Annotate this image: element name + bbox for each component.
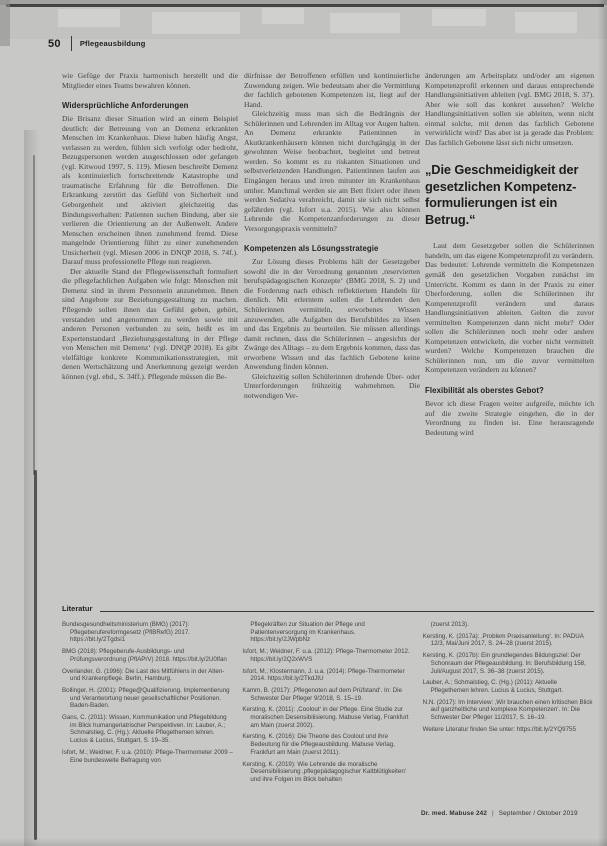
footer-separator: | — [492, 810, 494, 817]
text-column-2 — [244, 71, 420, 605]
scan-artifact — [152, 12, 240, 34]
reference-entry: Kersting, K. (2011): ‚Coolout‘ in der Pflege. Eine Studie zur moralischen Desensibilisierung. Mabuse Verlag, Frankfurt am Main (zuerst 2002). — [242, 706, 409, 729]
scan-bottom-edge-shadow — [0, 838, 607, 846]
reference-entry: Isfort, M.; Weidner, F. u.a. (2010): Pflege-Thermometer 2009 – Eine bundesweite Befragung von — [62, 748, 233, 764]
reference-entry-continuation: Pflegekräften zur Situation der Pflege und Patientenversorgung im Krankenhaus. https://bit.ly/2JWpbNz — [250, 621, 365, 644]
reference-entry: Kersting, K. (2019): Wie Lehrende die moralische Desensibilisierung ‚pflegepädagogischer Kaltblütigkeiten‘ und ihre Folgen im Blick behalten — [242, 760, 407, 783]
literature-rule — [100, 611, 594, 612]
scan-artifact — [262, 8, 304, 24]
issue-date-label: September / Oktober 2019 — [498, 810, 578, 817]
scan-gutter-shadow — [24, 130, 40, 846]
paragraph-continuation: dürfnisse der Betroffenen erfüllen und kontinuierliche Zuwendung zeigen. Wie bedeutsam aber die Vermittlung der fachlich gebotenen Kompetenzen ist, liegt auf der Hand. — [244, 71, 420, 109]
paragraph: Zur Lösung dieses Problems hält der Gesetzgeber sowohl die in der Verordnung genannten ‚reservierten berufspädagogischen Konzepte‘ (BMG 2018, S. 2) und die Forderung nach ethisch reflektiertem Handeln für dienlich. Mit erlerntem sollen die Lehrenden den Schülerinnen vermitteln, erworbenes Wissen anzuwenden, alle Aufgaben des Berufsbildes zu lösen und das Ergebnis zu beurteilen. Sie müssen allerdings damit rechnen, dass die Schülerinnen – angesichts der Zwänge des Alltags – zu dem Ergebnis kommen, dass das erworbene Wissen und das fachlich Gebotene keine Anwendung finden können. — [244, 257, 420, 372]
paragraph: Die Brisanz dieser Situation wird an einem Beispiel deutlich: der Betreuung von an Demenz erkrankten Menschen im Krankenhaus. Diese haben häufig Angst, verlassen zu werden, fühlen sich verfolgt oder bedroht, Bezugspersonen werden ausgeschlossen oder gefangen (vgl. Kitwood 1997, S. 119). Miesen beschreibt Demenz als kontinuierlich fortschreitende Katastrophe und traumatische Erfahrung für die Betroffenen. Die Erkrankung zerstört das Gefühl von Sicherheit und Geborgenheit und aktiviert gleichzeitig das Bindungsverhalten: Patienten suchen Bindung, aber sie verlieren die Orientierung an der Außenwelt. Andere Menschen erscheinen ihnen zunehmend fremd. Diese mangelnde Orientierung führt zu einer zunehmenden Unsicherheit (vgl. Miesen 2006 in DNQP 2018, S. 74f.). Darauf muss professionelle Pflege nun reagieren. — [62, 114, 238, 267]
reference-entry: Lauber, A.; Schmalstieg, C. (Hg.) (2011): Aktuelle Pflegethemen lehren. Lucius & Lucius, Stuttgart. — [422, 679, 564, 694]
scan-artifact — [432, 9, 486, 26]
reference-entry: Gans, C. (2011): Wissen, Kommunikation und Pflegebildung im Blick humangeriatrischer Perspektiven. In: Lauber, A.; Schmalstieg, C. (Hg.): Aktuelle Pflegethemen lehren. Lucius & Lucius, Stuttgart, S. 19–35. — [62, 714, 227, 745]
reference-entry: Bundesgesundheitsministerium (BMG) (2017): Pflegeberufereformgesetz (PflBRefG) 2017. https://bit.ly/2Tgdsi1 — [62, 621, 191, 644]
text-column-1 — [62, 71, 238, 605]
reference-entry-continuation: (zuerst 2013). — [430, 621, 469, 628]
subheading-flexibilitaet-als-oberstes-gebot: Flexibilität als oberstes Gebot? — [425, 386, 544, 396]
reference-entry: Isfort, M.; Klostermann, J. u.a. (2014): Pflege-Thermometer 2014. https://bit.ly/2TkdJtU — [242, 667, 405, 683]
section-title: Pflegeausbildung — [79, 39, 146, 48]
reference-entry: Kersting, K. (2017b): Ein grundlegendes Bildungsziel: Der Schonraum der Pflegeausbildung. In: Berufsbildung 158, Juli/August 2017, S. 36–38 (zuerst 2015). — [422, 652, 586, 675]
reference-entry: Kersting, K. (2017a): ‚Problem Praxisanleitung‘. In: PADUA 12/3, Mai/Juni 2017, S. 24–28 (zuerst 2015). — [422, 632, 584, 648]
header-divider — [71, 36, 72, 51]
subheading-kompetenzen-als-loesungsstrategie: Kompetenzen als Lösungsstrategie — [244, 244, 379, 254]
reference-entry: Overlander, G. (1996): Die Last des Mitfühlens in der Alten- und Krankenpflege. Berlin, Hamburg. — [62, 667, 225, 683]
scan-artifact — [58, 9, 120, 27]
reference-entry: BMG (2018): Pflegeberufe-Ausbildungs- und Prüfungsverordnung (PflAPrV) 2018. https://bit.ly/2U0lfan — [62, 648, 227, 663]
paragraph: Der aktuelle Stand der Pflegewissenschaft formuliert die pflegefachlichen Aufgaben wie folgt: Menschen mit Demenz sind in ihrem Personsein anzunehmen. Ihnen sind Angebote zur Beziehungsgestaltung zu machen. Pflegende sollen ihnen das Gefühl geben, gehört, verstanden und angenommen zu werden sowie mit anderen Personen verbunden zu sein, heißt es im Expertenstandard ‚Beziehungsgestaltung in der Pflege von Menschen mit Demenz‘ (vgl. DNQP 2018). Es gibt vielfältige konkrete Kommunikationsstrategien, mit denen Wertschätzung und Anerkennung gezeigt werden können (vgl. ebd., S. 34ff.). Pflegende müssen die Be- — [62, 266, 238, 381]
reference-entry: Isfort, M.; Weidner, F. u.a. (2012): Pflege-Thermometer 2012. https://bit.ly/2Q2xWVS — [242, 648, 410, 663]
scan-crease-line — [34, 470, 37, 840]
literature-section — [62, 604, 594, 788]
scan-artifact — [330, 13, 400, 33]
reference-entry: Kersting, K. (2016): Die Theorie des Coolout und ihre Bedeutung für die Pflegeausbildung. Mabuse Verlag, Frankfurt am Main (zuerst 2011). — [242, 733, 395, 756]
running-head — [48, 36, 146, 51]
subheading-widerspruechliche-anforderungen: Widersprüchliche Anforderungen — [62, 101, 189, 111]
reference-entry: Weitere Literatur finden Sie unter: https://bit.ly/2YQ9755 — [422, 725, 576, 733]
scan-right-edge-shadow — [598, 0, 607, 846]
scan-artifact — [515, 12, 577, 33]
page-number: 50 — [48, 37, 61, 50]
paragraph: Bevor ich diese Fragen weiter aufgreife, möchte ich auf die zweite Strategie eingehen, die in der Verordnung zu finden ist. Eine herausragende Bedeutung wird — [425, 399, 594, 437]
scan-crease-line — [33, 155, 35, 475]
reference-entry: Kamm, B. (2017): ‚Pflegenoten auf dem Prüfstand‘. In: Die Schwester Der Pfleger 9/2018, S. 15–19. — [242, 686, 402, 702]
literature-columns — [62, 621, 594, 788]
literature-heading: Literatur — [62, 604, 93, 613]
literature-header-row — [62, 604, 594, 613]
paragraph: Laut dem Gesetzgeber sollen die Schülerinnen handeln, um das eigene Kompetenzprofil zu verändern. Das bedeutet: Lehrende vermitteln die Kompetenzen gemäß den gesetzlichen Vorgaben zunächst im Unterricht. Kommt es dann in der Praxis zu einer Überforderung, sollen die Schülerinnen ihr Kompetenzprofil verändern und daraus Handlungsinitiativen ableiten. Gelten die zuvor vermittelten Kompetenzen dann nicht mehr? Oder sollen die Schülerinnen noch mehr oder andere Kompetenzen entwickeln, die vorher nicht vermittelt wurden? Welche Kompetenzen brauchen die Schülerinnen nun, um die zuvor vermittelten Kompetenzen verändern zu können? — [425, 241, 594, 375]
pull-quote: „Die Geschmeidigkeit der gesetzlichen Kompetenz-formulierungen ist ein Betrug.“ — [425, 162, 579, 227]
paragraph-continuation: änderungen am Arbeitsplatz und/oder am eigenen Kompetenzprofil erkennen und daraus entsprechende Handlungsinitiativen ableiten (vgl. BMG 2018, S. 37). Aber wie soll das konkret aussehen? Welche Handlungsinitiativen sollen sie ableiten, wenn nicht einmal solche, mit denen das fachlich Gebotene verwirklicht wird? Das aber ist ja gerade das Problem: Das fachlich Gebotene lässt sich nicht umsetzen. — [425, 71, 594, 147]
scan-corner-shadow — [0, 0, 10, 46]
paragraph-continuation: wie Gefüge der Praxis harmonisch herstellt und die Mitglieder eines Teams bewahren können. — [62, 71, 238, 90]
paragraph: Gleichzeitig muss man sich die Bedrängnis der Schülerinnen und Lehrenden im Alltag vor Augen halten. An Demenz erkrankte Patientinnen in Akutkrankenhäusern können nicht durchgängig in der gewohnten Weise beobachtet, begleitet und betreut werden. So kommt es zu riskanten Situationen und selbstverletzenden Handlungen. Patientinnen laufen aus Eingängen heraus und irren mitunter im Krankenhaus umher. Manchmal werden sie am Bett fixiert oder ihnen werden Sedativa verabreicht, damit sie sich nicht selbst gefährden (vgl. Isfort u.a. 2015). Wie also können Lehrende die Kompetenzanforderungen zu dieser Versorgungspraxis vermitteln? — [244, 109, 420, 233]
reference-entry: Bollinger, H. (2001): Pflege@Qualifizierung. Implementierung und Verantwortung neuer gesellschaftlicher Positionen. Baden-Baden. — [62, 686, 230, 710]
literature-column-1 — [62, 621, 233, 788]
page-footer — [421, 810, 578, 817]
paragraph: Gleichzeitig sollen Schülerinnen drohende Über- oder Unterforderungen frühzeitig wahrnehmen. Die notwendigen Ver- — [244, 371, 420, 400]
journal-issue-label: Dr. med. Mabuse 242 — [421, 810, 488, 817]
literature-column-2 — [242, 621, 413, 788]
literature-column-3 — [423, 621, 594, 788]
text-column-3 — [425, 71, 594, 605]
reference-entry: N.N. (2017): Im Interview: ‚Wir brauchen einen kritischen Blick auf ganzheitliche und komplexe Kompetenzen‘. In: Die Schwester Der Pfleger 11/2017, S. 16–19. — [422, 698, 593, 722]
